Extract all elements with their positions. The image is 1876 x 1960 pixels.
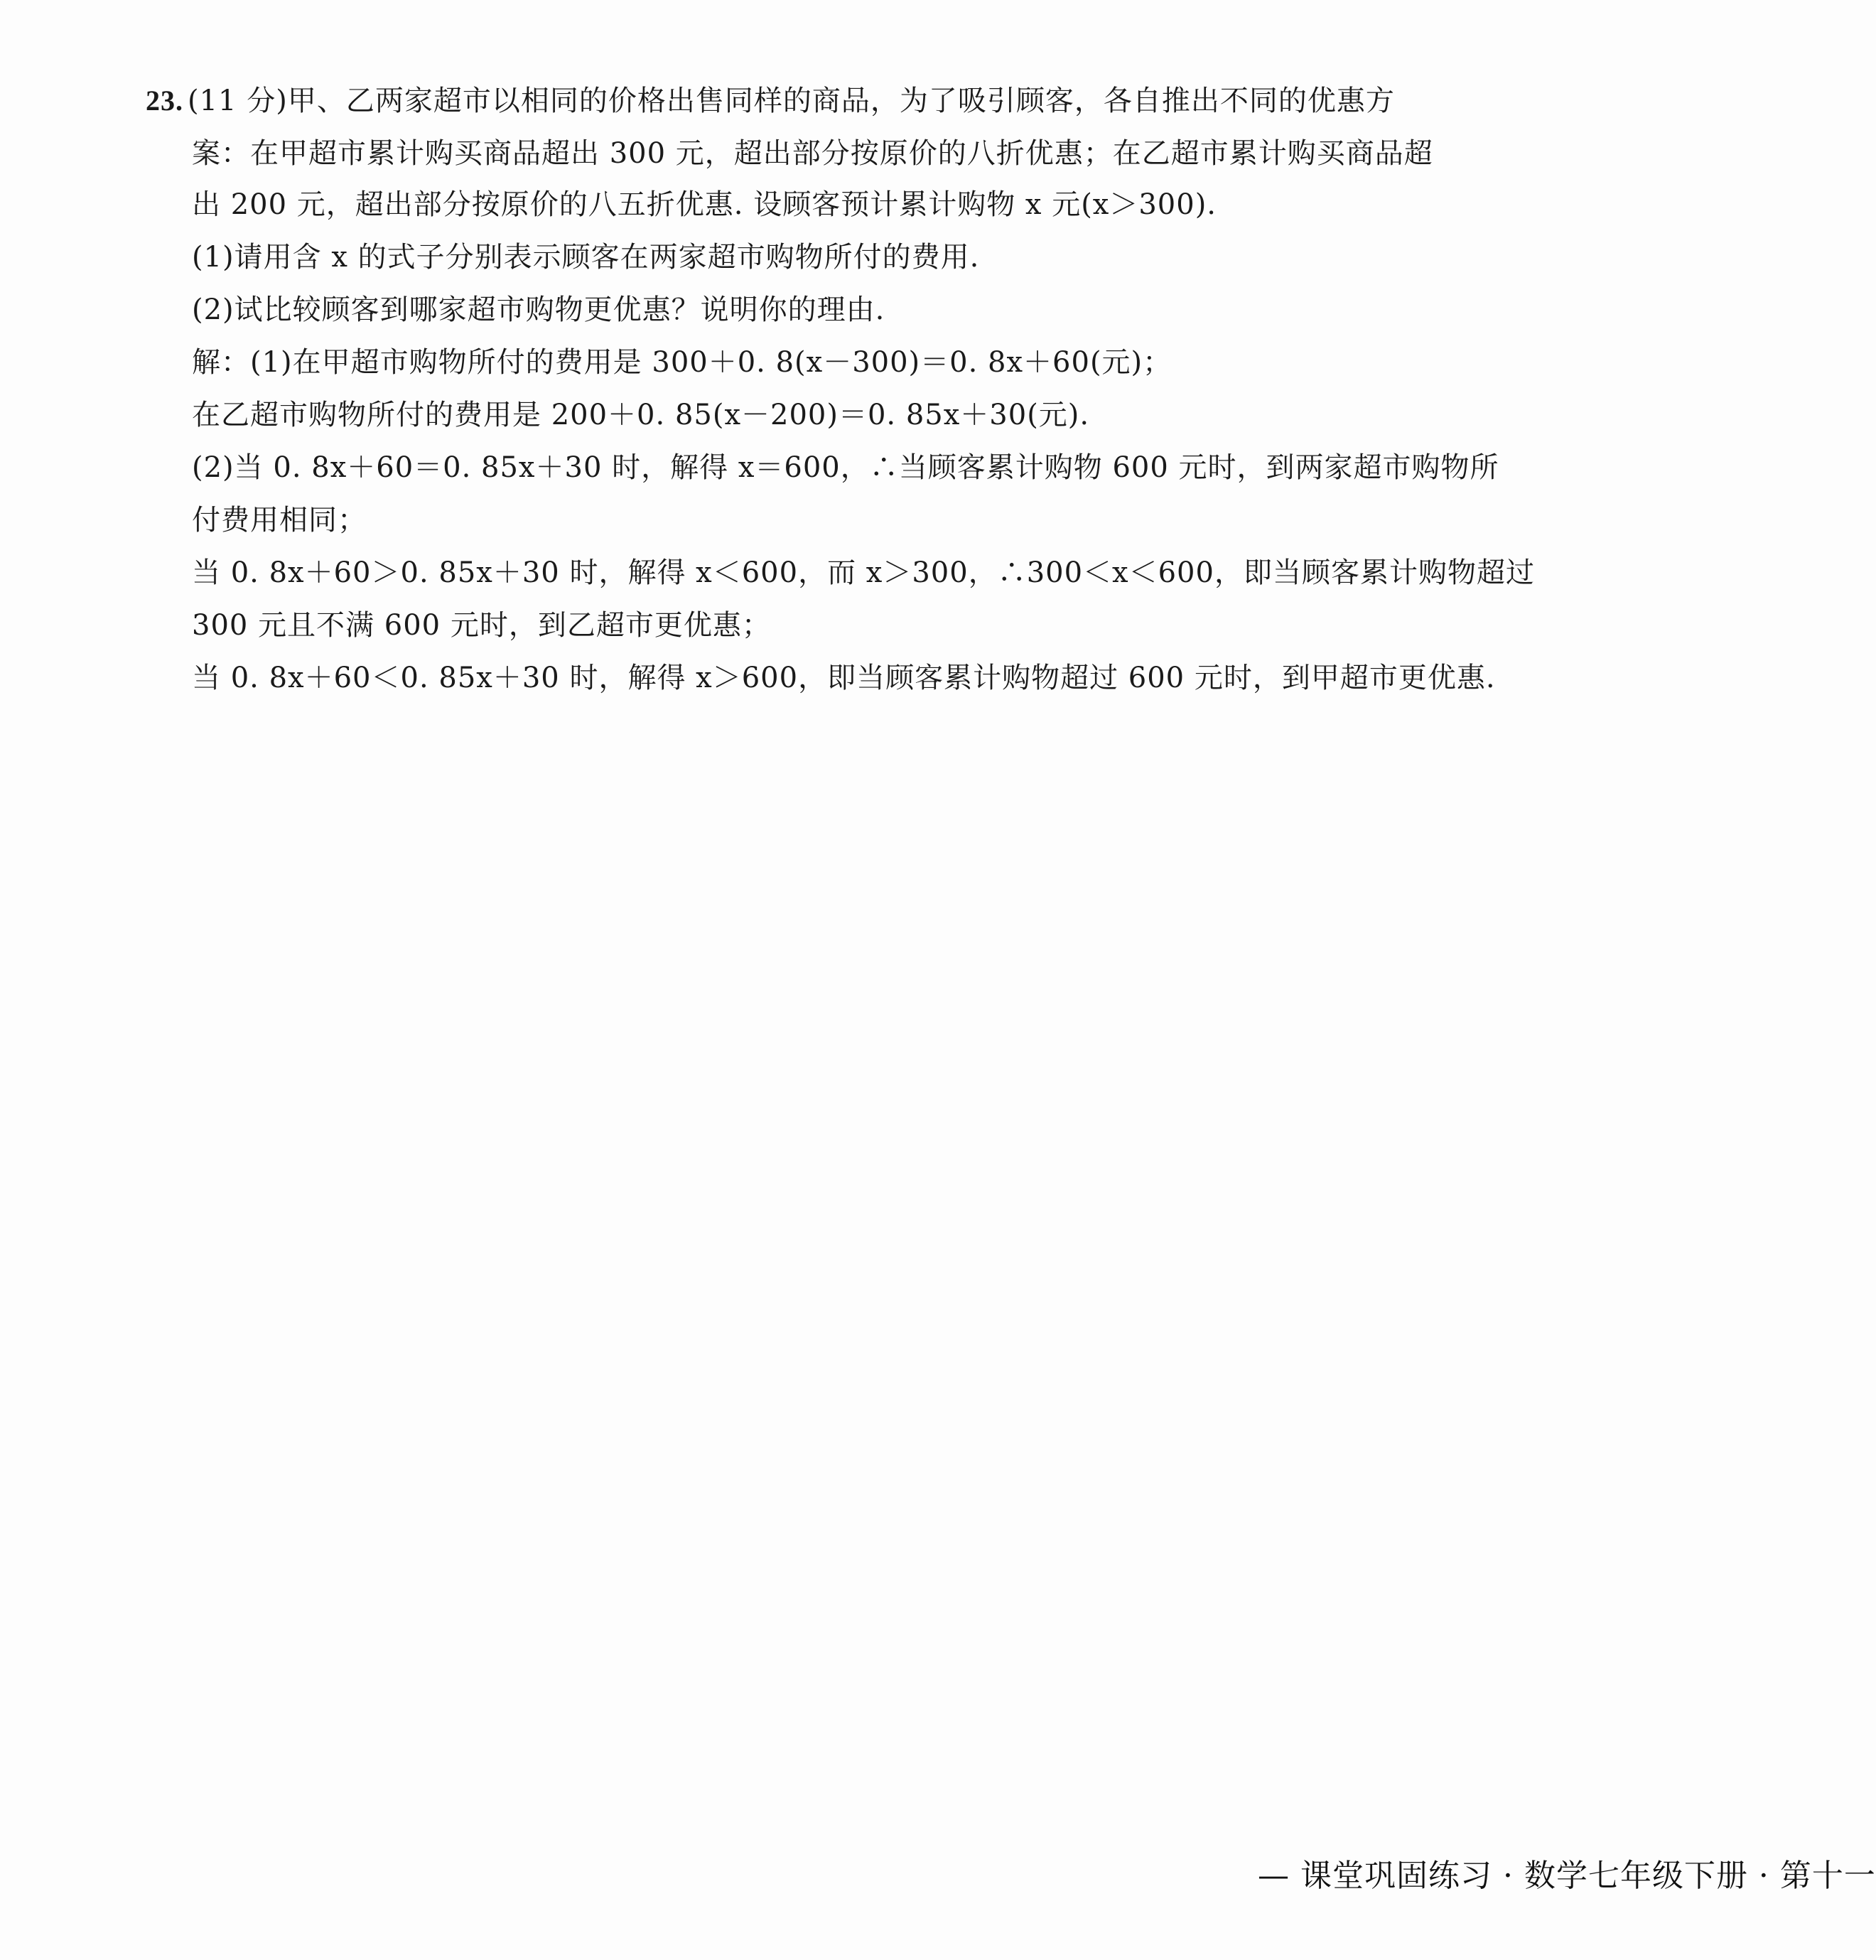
solution-line-7: 当 0. 8x＋60＜0. 85x＋30 时，解得 x＞600，即当顾客累计购物超过 600 元时，到甲超市更优惠.	[192, 662, 1496, 694]
question-part-1: (1)请用含 x 的式子分别表示顾客在两家超市购物所付的费用.	[192, 241, 980, 274]
solution-line-3: (2)当 0. 8x＋60＝0. 85x＋30 时，解得 x＝600，∴当顾客累计购物 600 元时，到两家超市购物所	[192, 451, 1499, 484]
solution-line-2: 在乙超市购物所付的费用是 200＋0. 85(x－200)＝0. 85x＋30(元).	[192, 399, 1090, 431]
page-footer: — 课堂巩固练习 · 数学七年级下册 · 第十一	[1258, 1858, 1876, 1894]
solution-line-4: 付费用相同；	[192, 504, 367, 537]
question-text: (11 分)甲、乙两家超市以相同的价格出售同样的商品，为了吸引顾客，各自推出不同的优惠方	[188, 85, 1395, 117]
question-number: 23.	[146, 85, 183, 117]
question-part-2: (2)试比较顾客到哪家超市购物更优惠？说明你的理由.	[192, 294, 885, 326]
question-line-1	[146, 81, 1395, 121]
question-line-3: 出 200 元，超出部分按原价的八五折优惠. 设顾客预计累计购物 x 元(x＞300).	[192, 188, 1217, 221]
question-line-2: 案：在甲超市累计购买商品超出 300 元，超出部分按原价的八折优惠；在乙超市累计购买商品超	[192, 137, 1433, 170]
solution-line-5: 当 0. 8x＋60＞0. 85x＋30 时，解得 x＜600，而 x＞300，∴300＜x＜600，即当顾客累计购物超过	[192, 556, 1535, 589]
solution-line-1: 解：(1)在甲超市购物所付的费用是 300＋0. 8(x－300)＝0. 8x＋60(元)；	[192, 346, 1172, 379]
solution-line-6: 300 元且不满 600 元时，到乙超市更优惠；	[192, 609, 771, 642]
